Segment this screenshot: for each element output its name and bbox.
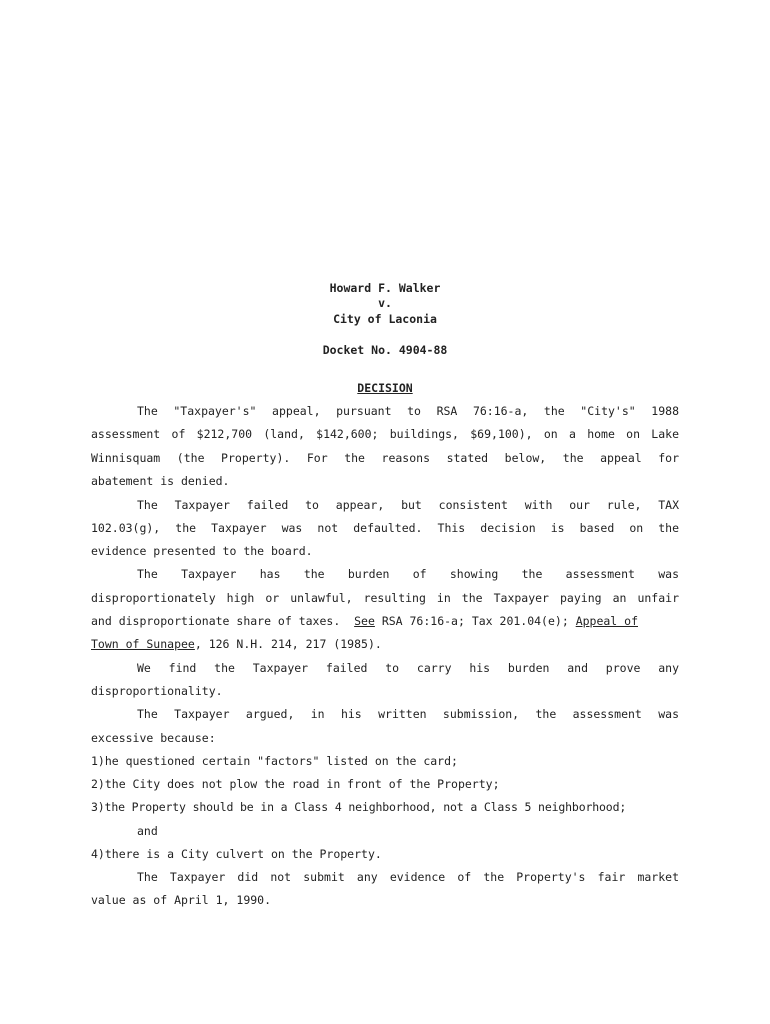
p2-line2: 102.03(g), the Taxpayer was not defaulted. This decision is based on the <box>91 521 679 535</box>
p2-line1: The Taxpayer failed to appear, but consistent with our rule, TAX <box>137 498 679 512</box>
caption-versus: v. <box>378 296 392 310</box>
list-item-2: 2)the City does not plow the road in front of the Property; <box>91 777 500 791</box>
p4-line2: disproportionality. <box>91 684 223 698</box>
p1-line4: abatement is denied. <box>91 474 230 488</box>
docket-number: Docket No. 4904-88 <box>322 343 448 357</box>
p4-line1: We find the Taxpayer failed to carry his burden and prove any <box>137 661 679 675</box>
p2-line3: evidence presented to the board. <box>91 544 313 558</box>
p1-line2: assessment of $212,700 (land, $142,600; buildings, $69,100), on a home on Lake <box>91 427 679 441</box>
p5-line1: The Taxpayer argued, in his written submission, the assessment was <box>137 707 679 721</box>
p3-line1: The Taxpayer has the burden of showing the assessment was <box>137 567 679 581</box>
p3-text-b: RSA 76:16-a; Tax 201.04(e); <box>374 614 576 628</box>
case-name-part1: Appeal of <box>575 614 638 628</box>
p3-line2: disproportionately high or unlawful, resulting in the Taxpayer paying an unfair <box>91 591 679 605</box>
list-item-1: 1)he questioned certain "factors" listed on the card; <box>91 754 458 768</box>
see-signal: See <box>354 614 375 628</box>
case-name-part2: Town of Sunapee <box>91 637 195 651</box>
p3-line3 <box>91 614 679 628</box>
list-item-4: 4)there is a City culvert on the Property. <box>91 847 382 861</box>
p1-line1: The "Taxpayer's" appeal, pursuant to RSA 76:16-a, the "City's" 1988 <box>137 404 679 418</box>
list-item-3-continued: and <box>137 824 158 838</box>
case-citation: , 126 N.H. 214, 217 (1985). <box>194 637 382 651</box>
caption-party1: Howard F. Walker <box>329 281 441 295</box>
decision-heading: DECISION <box>357 381 413 395</box>
caption-party2: City of Laconia <box>333 312 437 326</box>
p1-line3: Winnisquam (the Property). For the reasons stated below, the appeal for <box>91 451 679 465</box>
p6-line2: value as of April 1, 1990. <box>91 893 272 907</box>
p3-text-a: and disproportionate share of taxes. <box>91 614 355 628</box>
p5-line2: excessive because: <box>91 731 216 745</box>
p6-line1: The Taxpayer did not submit any evidence of the Property's fair market <box>137 870 679 884</box>
list-item-3: 3)the Property should be in a Class 4 neighborhood, not a Class 5 neighborhood; <box>91 800 627 814</box>
p3-line4 <box>91 637 679 651</box>
